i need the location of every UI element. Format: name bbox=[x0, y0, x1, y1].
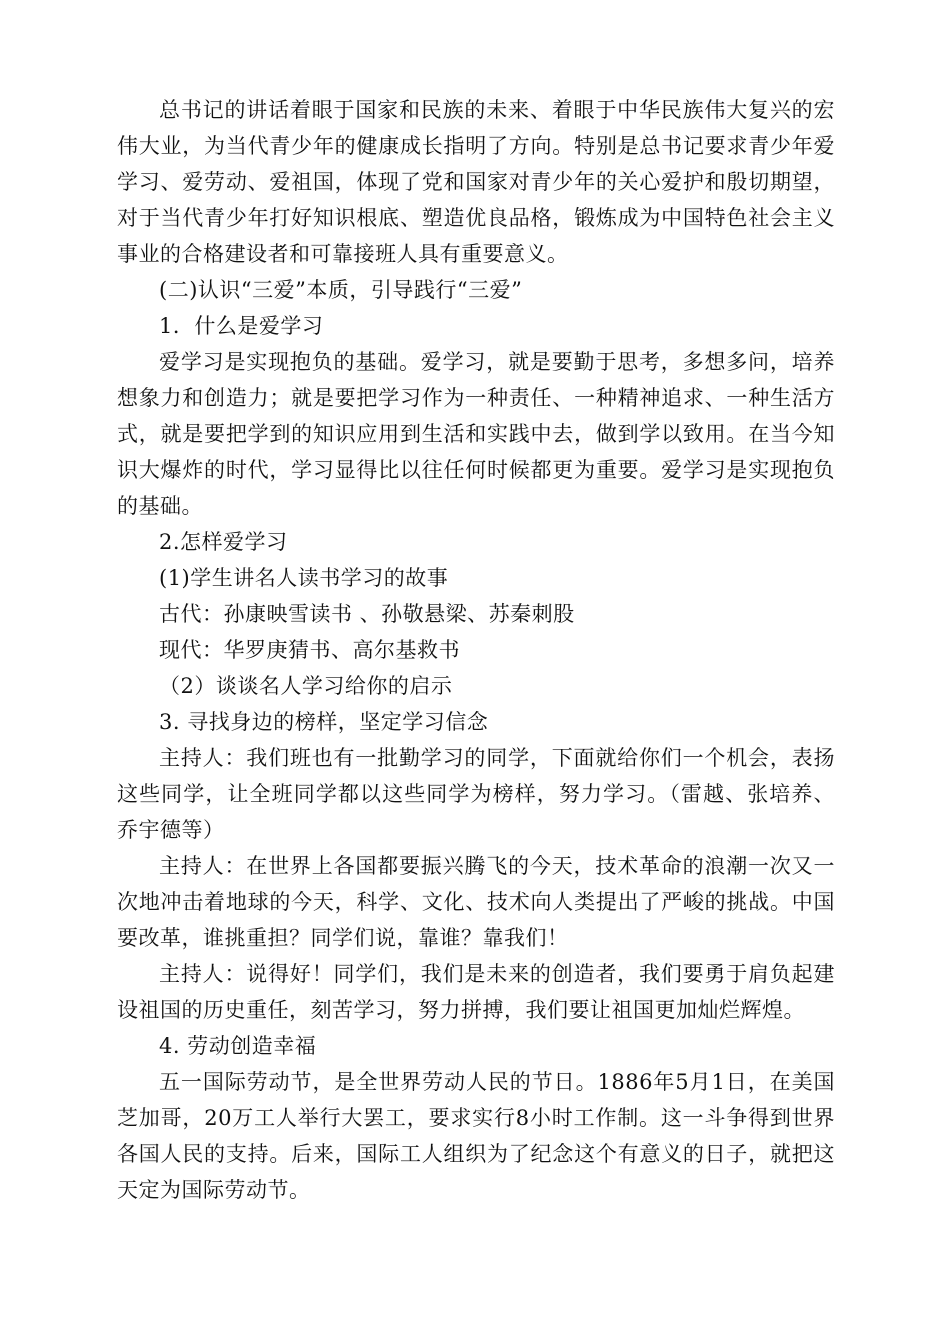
section-heading-san-ai: (二)认识“三爱”本质，引导践行“三爱” bbox=[159, 278, 523, 302]
list-item-inspiration: （2）谈谈名人学习给你的启示 bbox=[159, 674, 453, 698]
subheading-labor-creates-happiness: 4. 劳动创造幸福 bbox=[159, 1034, 317, 1058]
list-item-ancient: 古代：孙康映雪读书 、孙敬悬梁、苏秦刺股 bbox=[159, 602, 575, 626]
paragraph-host-1: 主持人：我们班也有一批勤学习的同学，下面就给你们一个机会，表扬这些同学，让全班同学都以这些同学为榜样，努力学习。（雷越、张培养、乔宇德等） bbox=[117, 746, 835, 842]
paragraph-love-learning: 爱学习是实现抱负的基础。爱学习，就是要勤于思考，多想多问，培养想象力和创造力；就是要把学习作为一种责任、一种精神追求、一种生活方式，就是要把学到的知识应用到生活和实践中去，做到学以致用。在当今知识大爆炸的时代，学习显得比以往任何时候都更为重要。爱学习是实现抱负的基础。 bbox=[117, 350, 835, 518]
list-item-modern: 现代：华罗庚猜书、高尔基救书 bbox=[159, 638, 460, 662]
paragraph-host-3: 主持人：说得好！同学们，我们是未来的创造者，我们要勇于肩负起建设祖国的历史重任，刻苦学习，努力拼搏，我们要让祖国更加灿烂辉煌。 bbox=[117, 962, 835, 1022]
subheading-what-is-love-learning: 1．什么是爱学习 bbox=[159, 314, 324, 338]
paragraph-may-day: 五一国际劳动节，是全世界劳动人民的节日。1886年5月1日，在美国芝加哥，20万工人举行大罢工，要求实行8小时工作制。这一斗争得到世界各国人民的支持。后来，国际工人组织为了纪念这个有意义的日子，就把这天定为国际劳动节。 bbox=[117, 1070, 835, 1202]
list-item-famous-stories: (1)学生讲名人读书学习的故事 bbox=[159, 566, 449, 590]
document-body bbox=[117, 92, 835, 1208]
paragraph-host-2: 主持人：在世界上各国都要振兴腾飞的今天，技术革命的浪潮一次又一次地冲击着地球的今天，科学、文化、技术向人类提出了严峻的挑战。中国要改革，谁挑重担？同学们说，靠谁？靠我们！ bbox=[117, 854, 835, 950]
subheading-how-to-love-learning: 2.怎样爱学习 bbox=[159, 530, 288, 554]
paragraph-intro: 总书记的讲话着眼于国家和民族的未来、着眼于中华民族伟大复兴的宏伟大业，为当代青少年的健康成长指明了方向。特别是总书记要求青少年爱学习、爱劳动、爱祖国，体现了党和国家对青少年的关心爱护和殷切期望，对于当代青少年打好知识根底、塑造优良品格，锻炼成为中国特色社会主义事业的合格建设者和可靠接班人具有重要意义。 bbox=[117, 98, 835, 266]
subheading-find-role-models: 3. 寻找身边的榜样，坚定学习信念 bbox=[159, 710, 489, 734]
